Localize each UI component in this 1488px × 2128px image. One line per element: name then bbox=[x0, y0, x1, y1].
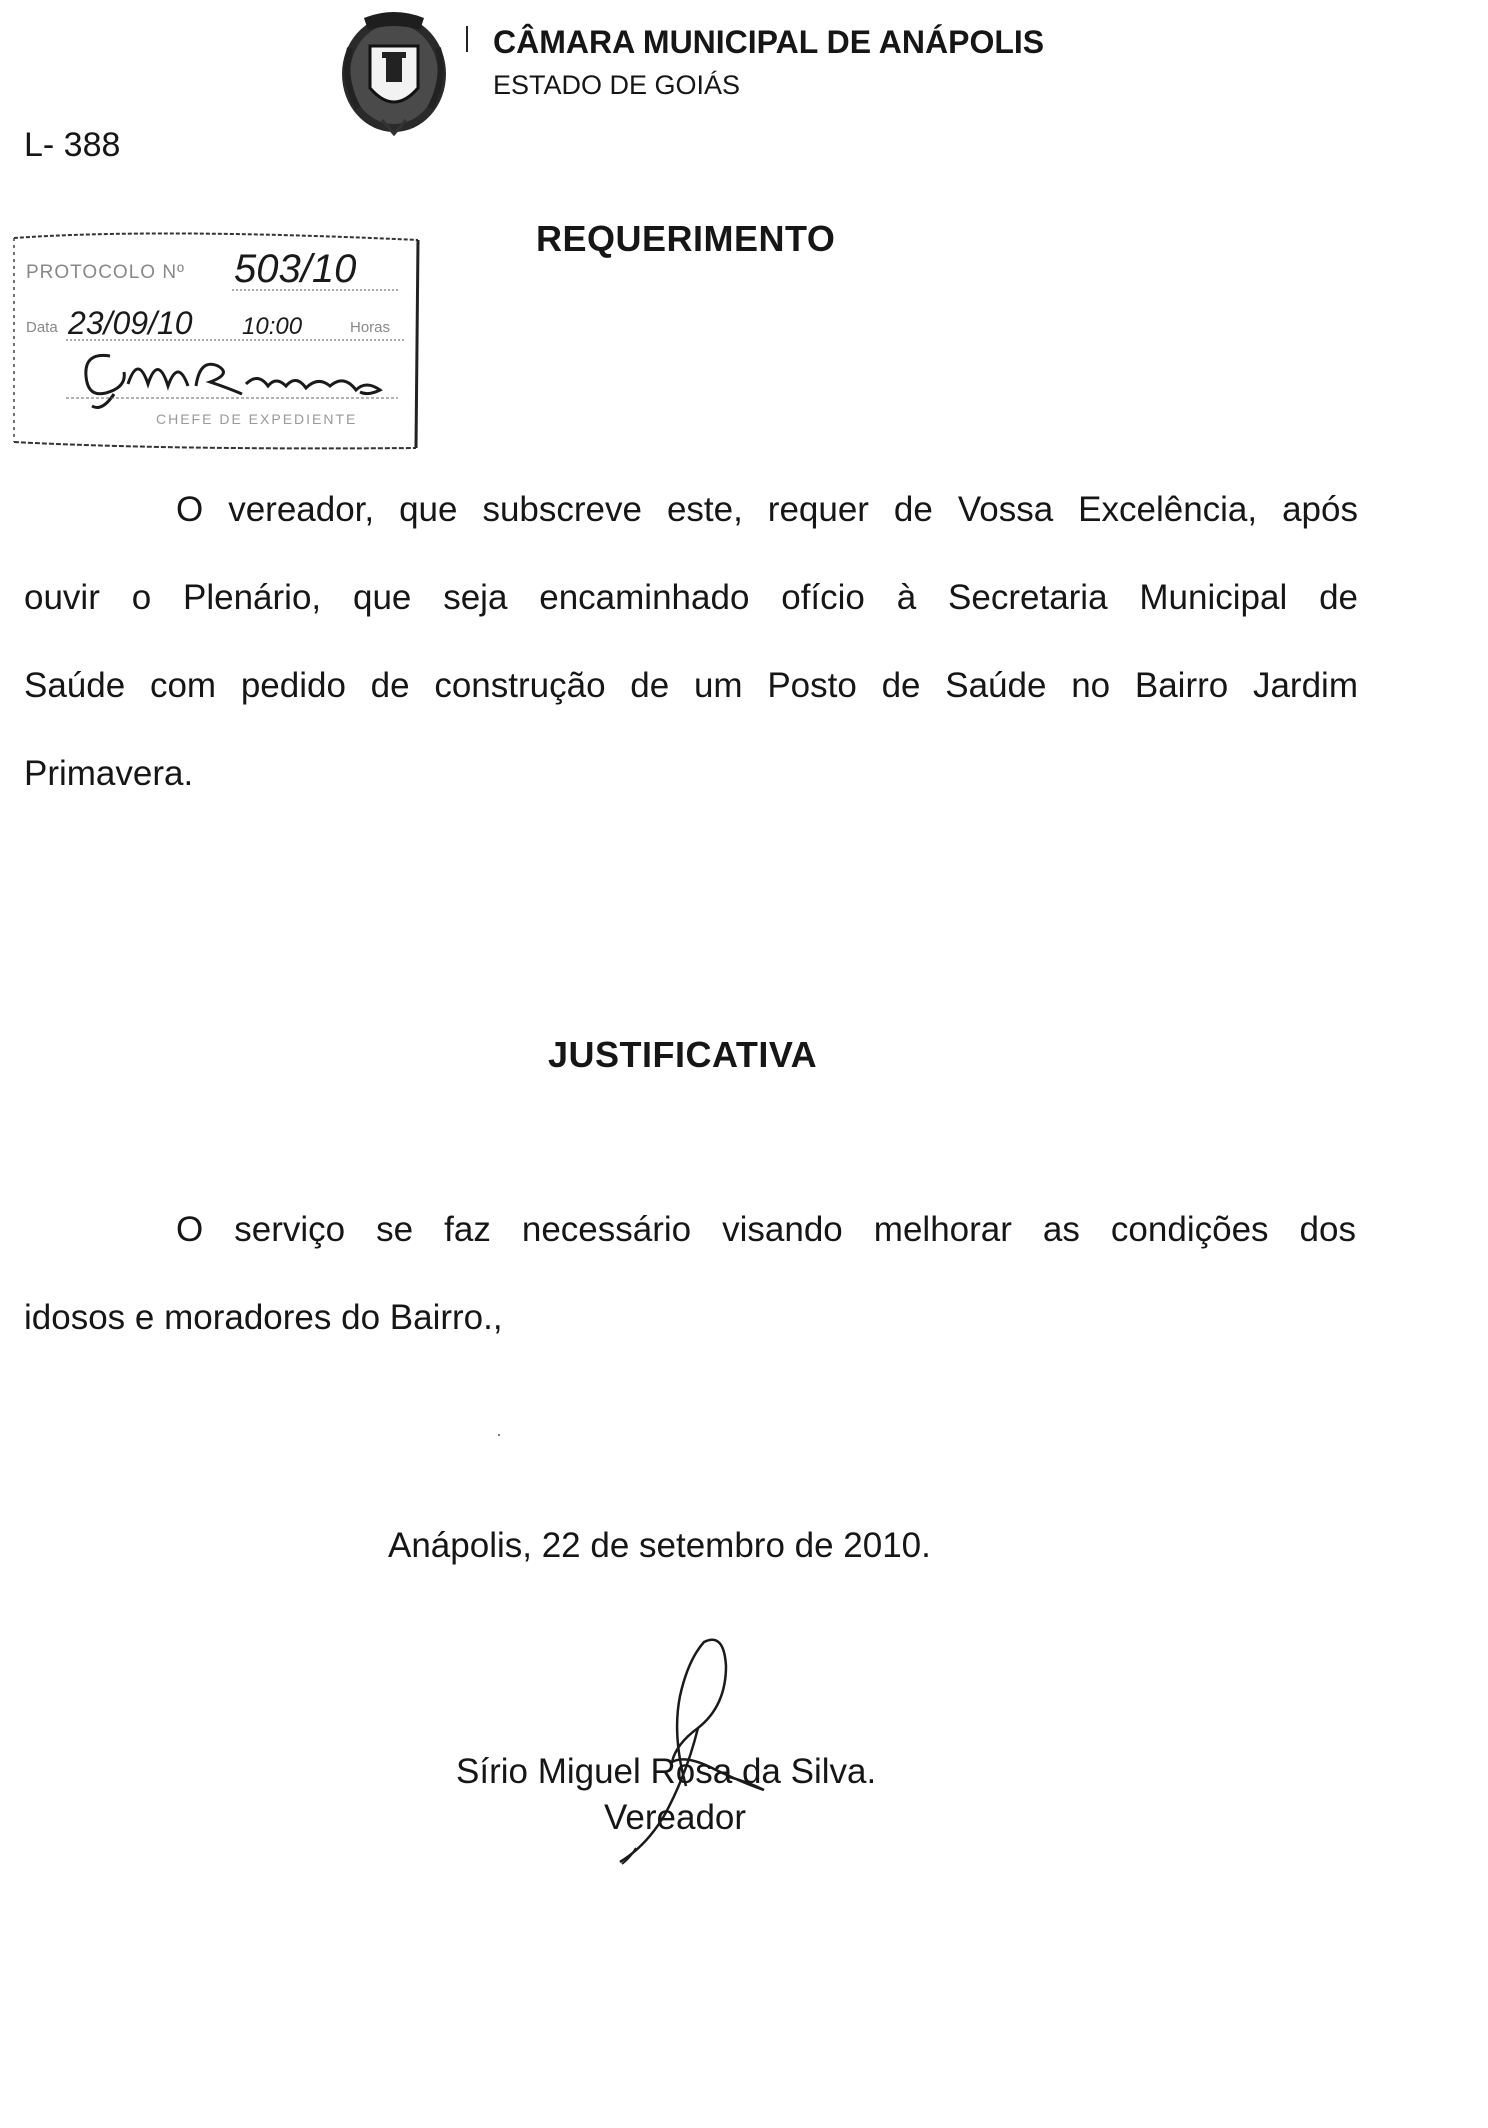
justification-title: JUSTIFICATIVA bbox=[548, 1034, 818, 1075]
organization-name: CÂMARA MUNICIPAL DE ANÁPOLIS bbox=[493, 24, 1045, 60]
reference-code: L- 388 bbox=[24, 126, 121, 164]
request-line-1: O vereador, que subscreve este, requer de Vossa Excelência, após bbox=[176, 490, 1358, 529]
header-divider bbox=[466, 26, 468, 52]
stamp-protocol-number: 503/10 bbox=[234, 247, 357, 291]
signer-role: Vereador bbox=[604, 1798, 747, 1837]
stamp-time-label: Horas bbox=[350, 319, 391, 336]
protocol-stamp bbox=[6, 216, 426, 456]
stamp-footer: CHEFE DE EXPEDIENTE bbox=[156, 411, 358, 427]
request-line-3: Saúde com pedido de construção de um Posto de Saúde no Bairro Jardim bbox=[24, 666, 1358, 705]
justification-line-1: O serviço se faz necessário visando melhorar as condições dos bbox=[176, 1210, 1356, 1249]
coat-of-arms-icon bbox=[330, 8, 458, 140]
request-line-2: ouvir o Plenário, que seja encaminhado ofício à Secretaria Municipal de bbox=[24, 578, 1358, 617]
request-line-4: Primavera. bbox=[24, 754, 194, 793]
signer-name: Sírio Miguel Rosa da Silva. bbox=[456, 1752, 877, 1791]
stamp-date-label: Data bbox=[26, 319, 58, 336]
place-and-date: Anápolis, 22 de setembro de 2010. bbox=[388, 1526, 931, 1565]
stamp-signature bbox=[86, 355, 380, 407]
stamp-date: 23/09/10 bbox=[68, 305, 193, 341]
scan-mark: · bbox=[496, 1424, 502, 1444]
requirement-title: REQUERIMENTO bbox=[536, 218, 836, 259]
justification-line-2: idosos e moradores do Bairro., bbox=[24, 1298, 503, 1337]
stamp-protocol-label: PROTOCOLO Nº bbox=[26, 262, 185, 283]
stamp-time: 10:00 bbox=[242, 313, 303, 340]
organization-state: ESTADO DE GOIÁS bbox=[493, 70, 741, 100]
